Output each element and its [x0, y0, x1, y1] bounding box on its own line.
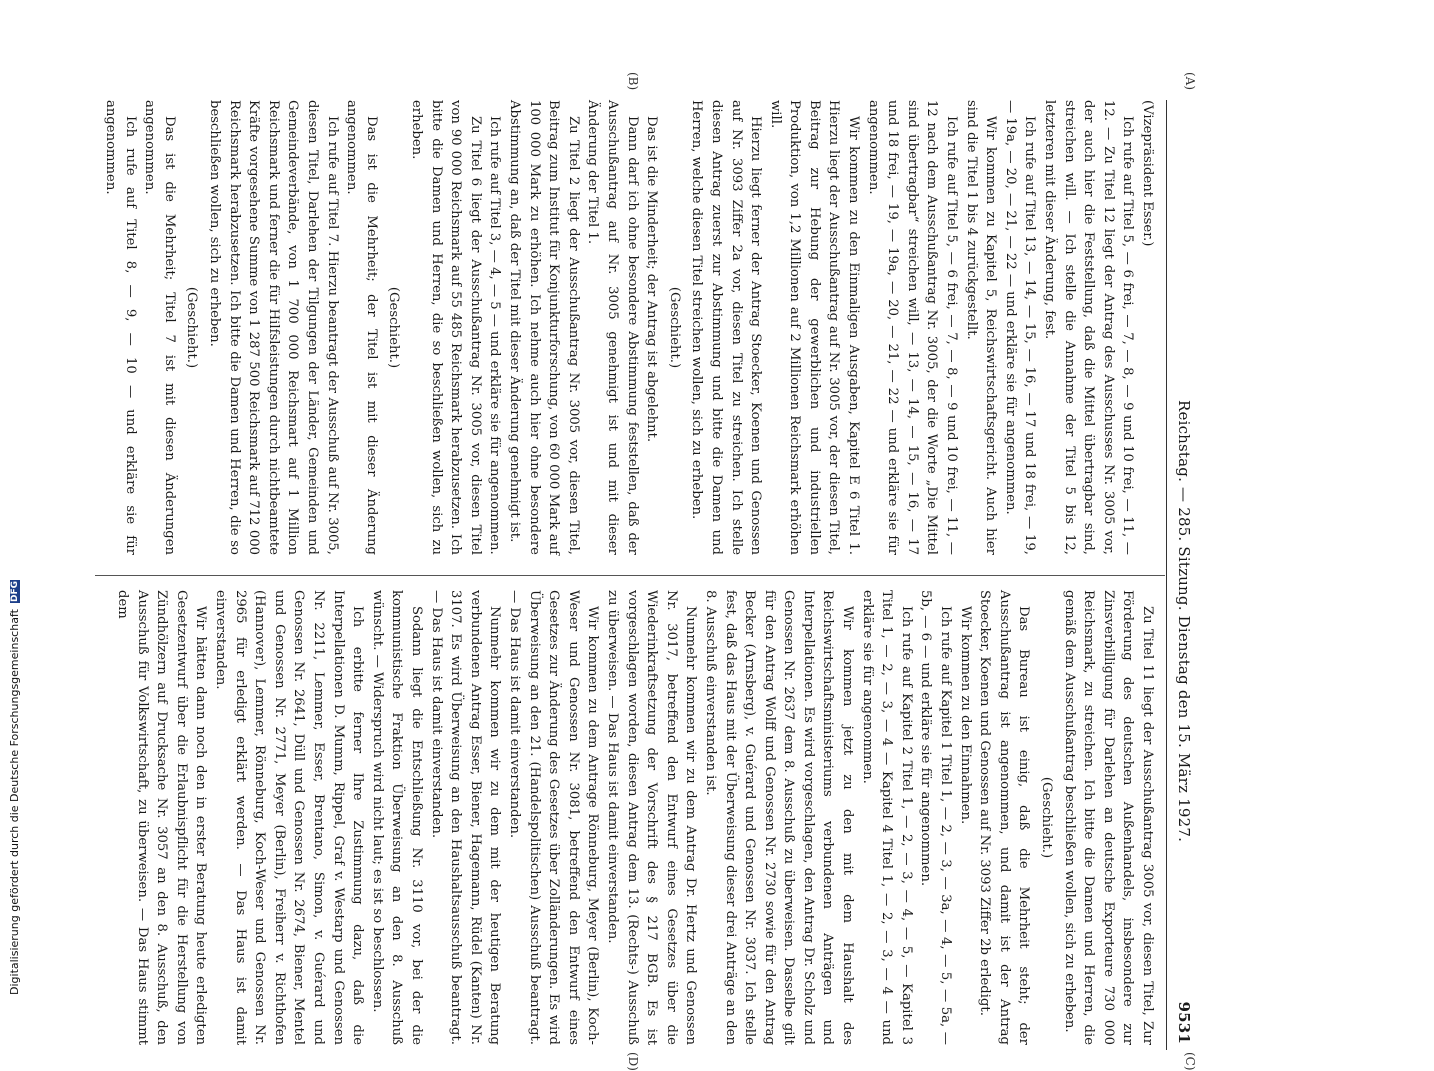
- digitization-credit-stamp: [8, 580, 22, 995]
- paragraph: Ich rufe auf Titel 5, — 6 frei, — 7, — 8, — 9 und 10 frei, — 11, — 12. — Zu Titel 12 liegt der Antrag des Ausschusses Nr. 3005 vor, der auch hier die Feststellung, daß die Mittel übertragbar sind, streichen will. — Ich stelle die Annahme der Titel 5 bis 12, letzteren mit dieser Änderung, fest.: [1042, 100, 1136, 555]
- paragraph: Zu Titel 2 liegt der Ausschußantrag Nr. 3005 vor, diesen Titel, Beitrag zum Institut für Konjunkturforschung, von 60 000 Mark auf 100 000 Mark zu erhöhen. Ich nehme auch hier ohne besondere Abstimmung an, daß der Titel mit dieser Änderung genehmigt ist.: [507, 100, 581, 555]
- paragraph: (Geschieht.): [1039, 776, 1055, 859]
- paragraph: Hierzu liegt ferner der Antrag Stoecker, Koenen und Genossen auf Nr. 3093 Ziffer 2a vor, diesen Titel zu streichen. Ich stelle diesen Antrag zuerst zur Abstimmung und bitte die Damen und Herren, welche diesen Titel streichen wollen, sich zu erheben.: [689, 100, 764, 555]
- paragraph: (Vizepräsident Esser.): [1140, 100, 1155, 247]
- paragraph: Ich rufe auf Titel 8, — 9, — 10 — und erkläre sie für angenommen.: [103, 100, 138, 555]
- paragraph: Ich rufe auf Titel 3, — 4, — 5 — und erkläre sie für angenommen.: [487, 116, 503, 555]
- page-header-title: Reichstag. — 285. Sitzung. Dienstag den 15. März 1927.: [1175, 400, 1193, 843]
- paragraph: Wir hätten dann noch den in erster Beratung heute erledigten Gesetzentwurf über die Erlaubnispflicht für die Herstellung von Zündhölzern auf Drucksache Nr. 3057 an den 8. Ausschuß, den Ausschuß für Volkswirtschaft, zu überweisen. — Das Haus stimmt dem: [115, 590, 209, 1045]
- paragraph: Wir kommen jetzt zu den mit dem Haushalt des Reichswirtschaftsministeriums verbundenen Anträgen und Interpellationen. Es wird vorgeschlagen, den Antrag Dr. Scholz und Genossen Nr. 2637 dem 8. Ausschuß zu überweisen. Dasselbe gilt für den Antrag Wolff und Genossen Nr. 2730 sowie für den Antrag Becker (Arnsberg), v. Guérard und Genossen Nr. 3037. Ich stelle fest, daß das Haus mit der Überweisung dieser drei Anträge an den 8. Ausschuß einverstanden ist.: [702, 590, 856, 1045]
- header-rule: [1166, 100, 1167, 1050]
- paragraph: Ich rufe auf Titel 7. Hierzu beantragt der Ausschuß auf Nr. 3005, diesen Titel, Darlehen der Tilgungen der Länder, Gemeinden und Gemeindeverbände, von 1 700 000 Reichsmart auf 1 Million Reichsmark und ferner die für Hilfsleistungen durch nichtbeamtete Kräfte vorgesehene Summe von 1 287 500 Reichsmark auf 712 000 Reichsmark herabzusetzen. Ich bitte die Damen und Herren, die so beschließen wollen, sich zu erheben.: [207, 100, 340, 555]
- left-text-column: [101, 100, 1157, 555]
- paragraph: Das ist die Minderheit; der Antrag ist abgelehnt.: [644, 116, 660, 443]
- digitization-credit-text: Digitalisierung gefördert durch die Deutsche Forschungsgemeinschaft: [8, 609, 21, 995]
- paragraph: Ich rufe auf Titel 5, — 6 frei, — 7, — 8, — 9 und 10 frei, — 11, — 12 nach dem Ausschußantrag Nr. 3005, der die Worte „Die Mittel sind übertragbar“ streichen will, — 13, — 14, — 15, — 16, — 17 und 18 frei, — 19, — 19a, — 20, — 21, — 22 — und erkläre sie für angenommen.: [865, 100, 960, 555]
- paragraph: Wir kommen zu den Einnahmen.: [957, 606, 973, 825]
- paragraph: Wir kommen zu Kapitel 5, Reichswirtschaftsgericht. Auch hier sind die Titel 1 bis 4 zurückgestellt.: [963, 100, 999, 555]
- page-header: [1169, 100, 1195, 1050]
- paragraph: Zu Titel 6 liegt der Ausschußantrag Nr. 3005 vor, diesen Titel von 90 000 Reichsmark auf 55 485 Reichsmark herabzusetzen. Ich bitte die Damen und Herren, die so beschließen wollen, sich zu erheben.: [409, 100, 483, 555]
- paragraph: Ich erbitte ferner Ihre Zustimmung dazu, daß die Interpellationen D. Mumm, Rippel, Graf v. Westarp und Genossen Nr. 2211, Lemmer, Esser, Brentano, Simon, v. Guérard und Genossen Nr. 2641, Düll und Genossen Nr. 2674, Biener, Mentel und Genossen Nr. 2771, Meyer (Berlin), Freiherr v. Richthofen (Hannover), Lemmer, Rönneburg, Koch-Weser und Genossen Nr. 2965 für erledigt erklärt werden. — Das Haus ist damit einverstanden.: [213, 590, 366, 1045]
- paragraph: (Geschieht.): [666, 286, 682, 369]
- paragraph: Nunmehr kommen wir zu dem mit der heutigen Beratung verbundenen Antrag Esser, Biener, Hagemann, Rüdel (Kanten) Nr. 3107. Es wird Überweisung an den Haushaltsausschuß beantragt. — Das Haus ist damit einverstanden.: [428, 590, 503, 1045]
- paragraph: (Geschieht.): [184, 286, 200, 369]
- paragraph: Ich rufe auf Kapitel 2 Titel 1, — 2, — 3, — 4, — 5, — Kapitel 3 Titel 1, — 2, — 3, — 4 — Kapitel 4 Titel 1, — 2, — 3, — 4 — und erkläre sie für angenommen.: [859, 590, 914, 1045]
- rotated-scanned-page: [0, 72, 1197, 1071]
- paragraph: Zu Titel 11 liegt der Ausschußantrag 3005 vor, diesen Titel, Zur Förderung des deutschen Außenhandels, insbesondere zur Zinsverbilligung für Darlehen an deutsche Exporteure 730 000 Reichsmark, zu streichen. Ich bitte die Damen und Herren, die gemäß dem Ausschußantrag beschließen wollen, sich zu erheben.: [1061, 590, 1155, 1045]
- paragraph: Ich rufe auf Kapitel 1 Titel 1, — 2, — 3, — 3a, — 4, — 5, — 5a, — 5b, — 6 — und erkläre sie für angenommen.: [918, 590, 954, 1045]
- margin-marker-d: (D): [626, 1052, 640, 1071]
- right-text-column: [113, 590, 1157, 1045]
- paragraph: Dann darf ich ohne besondere Abstimmung feststellen, daß der Ausschußantrag auf Nr. 3005 genehmigt ist und mit dieser Änderung der Titel 1.: [585, 100, 640, 555]
- margin-marker-c: (C): [1183, 1052, 1197, 1071]
- paragraph: Das Bureau ist einig, daß die Mehrheit steht; der Ausschußantrag ist angenommen, und damit ist der Antrag Stoecker, Koenen und Genossen auf Nr. 3093 Ziffer 2b erledigt.: [977, 590, 1032, 1045]
- paragraph: Das ist die Mehrheit; der Titel ist mit dieser Änderung angenommen.: [344, 100, 379, 555]
- paragraph: (Geschieht.): [386, 286, 402, 369]
- paragraph: Das ist die Mehrheit; Titel 7 ist mit diesen Änderungen angenommen.: [142, 100, 177, 555]
- page-number: 9531: [1175, 1001, 1193, 1044]
- dfg-logo: DFG: [10, 580, 20, 602]
- paragraph: Wir kommen zu dem Antrage Rönneburg, Meyer (Berlin), Koch-Weser und Genossen Nr. 3081, betreffend den Entwurf eines Gesetzes zur Änderung des Gesetzes über Zolländerungen. Es wird Überweisung an den 21. (Handelspolitischen) Ausschuß beantragt. — Das Haus ist damit einverstanden.: [507, 590, 601, 1045]
- paragraph: Sodann liegt die Entschließung Nr. 3110 vor, bei der die kommunistische Fraktion Überweisung an den 8. Ausschuß wünscht. — Widerspruch wird nicht laut; es ist so beschlossen.: [369, 590, 425, 1045]
- column-divider: [95, 575, 1165, 576]
- margin-marker-a: (A): [1183, 72, 1197, 91]
- paragraph: Wir kommen zu den Einmaligen Ausgaben, Kapitel E 6 Titel 1. Hierzu liegt der Ausschußantrag auf Nr. 3005 vor, der diesen Titel, Beitrag zur Hebung der gewerblichen und industriellen Produktion, von 1,2 Millionen auf 2 Millionen Reichsmark erhöhen will.: [767, 100, 862, 555]
- paragraph: Nunmehr kommen wir zu dem Antrag Dr. Hertz und Genossen Nr. 3017, betreffend den Entwurf eines Gesetzes über die Wiederinkraftsetzung der Vorschrift des § 217 BGB. Es ist vorgeschlagen worden, diesen Antrag dem 13. (Rechts-) Ausschuß zu überweisen. — Das Haus ist damit einverstanden.: [604, 590, 699, 1045]
- paragraph: Ich rufe auf Titel 13, — 14, — 15, — 16, — 17 und 18 frei, — 19, — 19a, — 20, — 21, — 22 — und erkläre sie für angenommen.: [1002, 100, 1038, 555]
- margin-marker-b: (B): [626, 72, 640, 91]
